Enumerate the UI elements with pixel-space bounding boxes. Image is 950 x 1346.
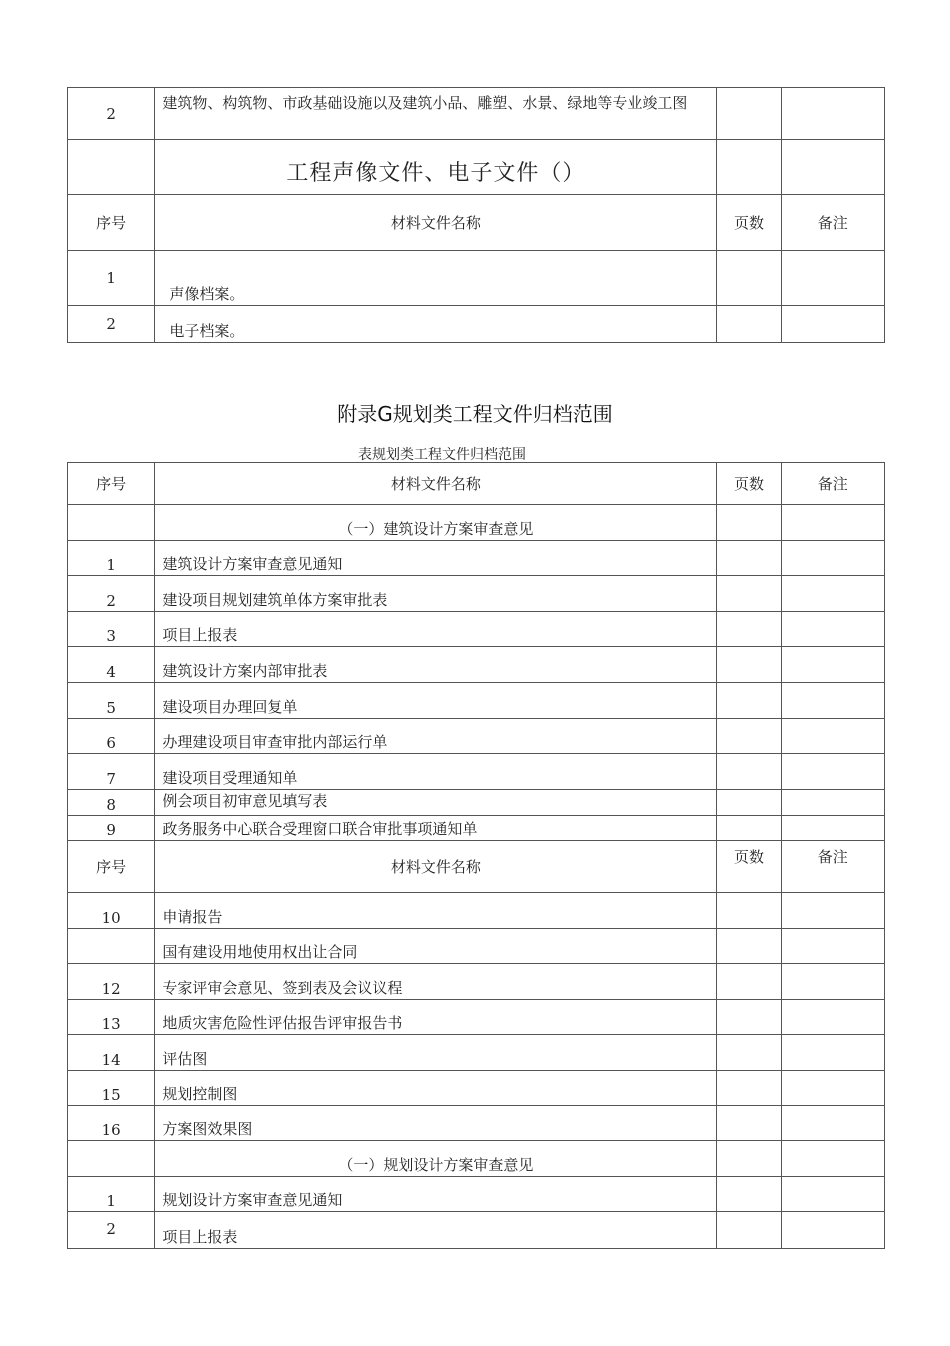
header-name: 材料文件名称 — [155, 841, 717, 893]
table-row — [68, 1000, 885, 1035]
row-number: 6 — [68, 719, 155, 754]
header-number: 序号 — [68, 195, 155, 251]
section-title: 工程声像文件、电子文件（） — [155, 140, 717, 195]
row-name: 规划设计方案审查意见通知 — [155, 1177, 717, 1212]
header-remark: 备注 — [781, 195, 884, 251]
header-number: 序号 — [68, 841, 155, 893]
header-row — [68, 463, 885, 505]
pages-cell — [717, 88, 781, 140]
row-number: 5 — [68, 683, 155, 719]
section-title: （一）规划设计方案审查意见 — [155, 1141, 717, 1177]
table-row — [68, 251, 885, 306]
row-number: 9 — [68, 816, 155, 841]
row-name: 建设项目规划建筑单体方案审批表 — [155, 576, 717, 612]
row-number: 2 — [68, 1212, 155, 1249]
table-row — [68, 576, 885, 612]
table-row — [68, 754, 885, 790]
row-number: 1 — [68, 1177, 155, 1212]
header-number: 序号 — [68, 463, 155, 505]
row-number: 14 — [68, 1035, 155, 1071]
table-row — [68, 790, 885, 816]
table-row — [68, 541, 885, 576]
row-name: 国有建设用地使用权出让合同 — [155, 929, 717, 964]
row-number: 7 — [68, 754, 155, 790]
row-number: 3 — [68, 612, 155, 647]
row-name: 规划控制图 — [155, 1071, 717, 1106]
row-number: 2 — [68, 88, 155, 140]
table-row — [68, 306, 885, 343]
section-row — [68, 1141, 885, 1177]
row-number — [68, 929, 155, 964]
row-name: 建设项目受理通知单 — [155, 754, 717, 790]
section-row — [68, 505, 885, 541]
header-pages: 页数 — [717, 463, 781, 505]
row-number: 1 — [68, 541, 155, 576]
row-name: 建设项目办理回复单 — [155, 683, 717, 719]
table-row — [68, 929, 885, 964]
table-row — [68, 612, 885, 647]
row-number: 13 — [68, 1000, 155, 1035]
row-name: 申请报告 — [155, 893, 717, 929]
header-row — [68, 841, 885, 893]
row-name: 政务服务中心联合受理窗口联合审批事项通知单 — [155, 816, 717, 841]
planning-files-table — [67, 462, 885, 1249]
table-row — [68, 683, 885, 719]
section-title: （一）建筑设计方案审查意见 — [155, 505, 717, 541]
row-name: 办理建设项目审查审批内部运行单 — [155, 719, 717, 754]
row-number: 2 — [68, 576, 155, 612]
table-row — [68, 964, 885, 1000]
row-number: 10 — [68, 893, 155, 929]
header-remark: 备注 — [781, 841, 884, 893]
row-name: 地质灾害危险性评估报告评审报告书 — [155, 1000, 717, 1035]
table-row — [68, 1177, 885, 1212]
table-row — [68, 1035, 885, 1071]
row-name: 建筑物、构筑物、市政基础设施以及建筑小品、雕塑、水景、绿地等专业竣工图 — [155, 88, 717, 140]
row-name: 例会项目初审意见填写表 — [155, 790, 717, 816]
appendix-title: 附录G规划类工程文件归档范围 — [337, 402, 613, 426]
row-number: 16 — [68, 1106, 155, 1141]
row-number: 12 — [68, 964, 155, 1000]
row-number: 2 — [68, 306, 155, 343]
table-row — [68, 1212, 885, 1249]
row-name: 方案图效果图 — [155, 1106, 717, 1141]
header-remark: 备注 — [781, 463, 884, 505]
header-name: 材料文件名称 — [155, 463, 717, 505]
row-number: 15 — [68, 1071, 155, 1106]
row-name: 评估图 — [155, 1035, 717, 1071]
header-row — [68, 195, 885, 251]
row-name: 项目上报表 — [155, 612, 717, 647]
header-name: 材料文件名称 — [155, 195, 717, 251]
row-name: 电子档案。 — [155, 306, 717, 343]
row-name: 项目上报表 — [155, 1212, 717, 1249]
section-row — [68, 140, 885, 195]
row-name: 建筑设计方案内部审批表 — [155, 647, 717, 683]
row-name: 建筑设计方案审查意见通知 — [155, 541, 717, 576]
remark-cell — [781, 88, 884, 140]
table-caption: 表规划类工程文件归档范围 — [358, 447, 526, 463]
row-name: 声像档案。 — [155, 251, 717, 306]
table-row — [68, 1106, 885, 1141]
table-row — [68, 1071, 885, 1106]
table-row — [68, 719, 885, 754]
header-pages: 页数 — [717, 195, 781, 251]
table-row — [68, 893, 885, 929]
table-row — [68, 816, 885, 841]
row-name: 专家评审会意见、签到表及会议议程 — [155, 964, 717, 1000]
row-number: 1 — [68, 251, 155, 306]
table-row — [68, 88, 885, 140]
header-pages: 页数 — [717, 841, 781, 893]
table-row — [68, 647, 885, 683]
engineering-files-table — [67, 87, 885, 343]
row-number: 4 — [68, 647, 155, 683]
row-number: 8 — [68, 790, 155, 816]
